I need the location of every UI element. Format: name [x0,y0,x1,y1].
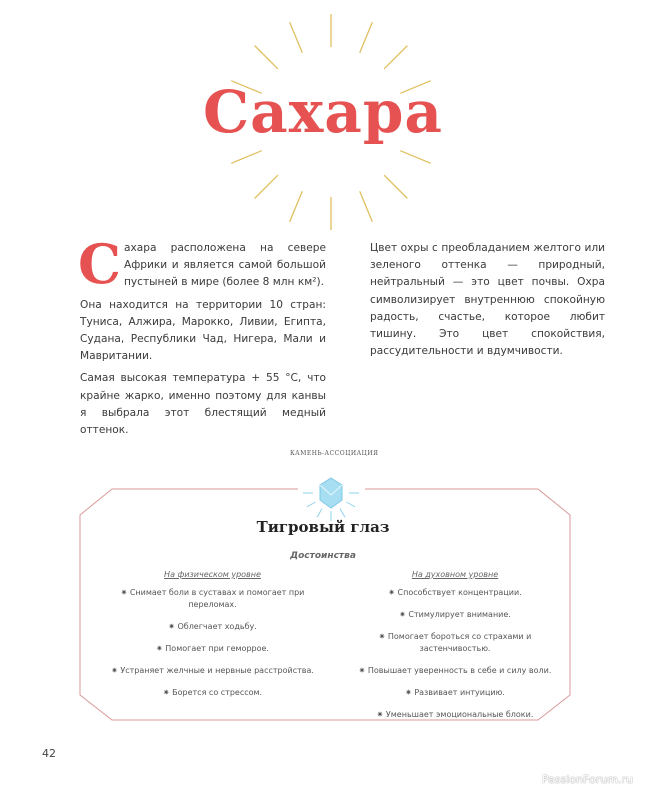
list-item: ✷ Способствует концентрации. [388,588,522,597]
list-item: ✷ Помогает при геморрое. [156,644,269,653]
ray [347,502,356,507]
page-title: Сахара [202,78,444,146]
ray [307,502,316,507]
list-item: ✷ Стимулирует внимание. [399,610,511,619]
list-item: ✷ Облегчает ходьбу. [168,622,257,631]
list-item: ✷ Повышает уверенность в себе и силу воли. [358,666,552,675]
list-item: ✷ Развивает интуицию. [405,688,505,697]
list-heading: На духовном уровне [411,570,499,579]
stone-title: Тигровый глаз [256,518,390,536]
list-item: ✷ Борется со стрессом. [162,688,263,697]
list-heading: На физическом уровне [164,570,261,579]
section-subtitle: Достоинства [290,551,356,561]
physical-list [105,570,320,709]
paragraph: Цвет охры с преобладанием желтого или зеленого оттенка — природный, нейтральный — это цвет почвы. Охра символизирует внутреннюю спокойную радость, счастье, которое любит тишину. Это цвет спокойствия, рассудительности и вдумчивости. [370,242,605,358]
paragraph: Самая высокая температура + 55 °С, что крайне жарко, именно поэтому для канвы я выбрала этот блестящий медный оттенок. [80,372,326,437]
spiritual-list [345,570,565,731]
list-item: ✷ Уменьшает эмоциональные блоки. [376,710,534,719]
paragraph-text: ахара расположена на севере Африки и является самой большой пустыней в мире (более 8 млн км²). [123,242,326,289]
drop-cap: С [78,232,121,296]
ray [317,509,322,518]
gem-icon [303,478,359,521]
ray [340,509,345,518]
list-item: ✷ Помогает бороться со страхами и застенчивостью. [378,632,532,653]
paragraph: Она находится на территории 10 стран: Туниса, Алжира, Марокко, Ливии, Египта, Судана, Республики Чад, Нигера, Мали и Мавритании. [80,298,326,363]
list-item: ✷ Устраняет желчные и нервные расстройства. [111,666,314,675]
page-number: 42 [42,747,56,760]
watermark: PassionForum.ru [542,773,633,786]
badge-label: КАМЕНЬ-АССОЦИАЦИЯ [290,450,379,457]
list-item: ✷ Снимает боли в суставах и помогает при переломах. [120,588,305,609]
